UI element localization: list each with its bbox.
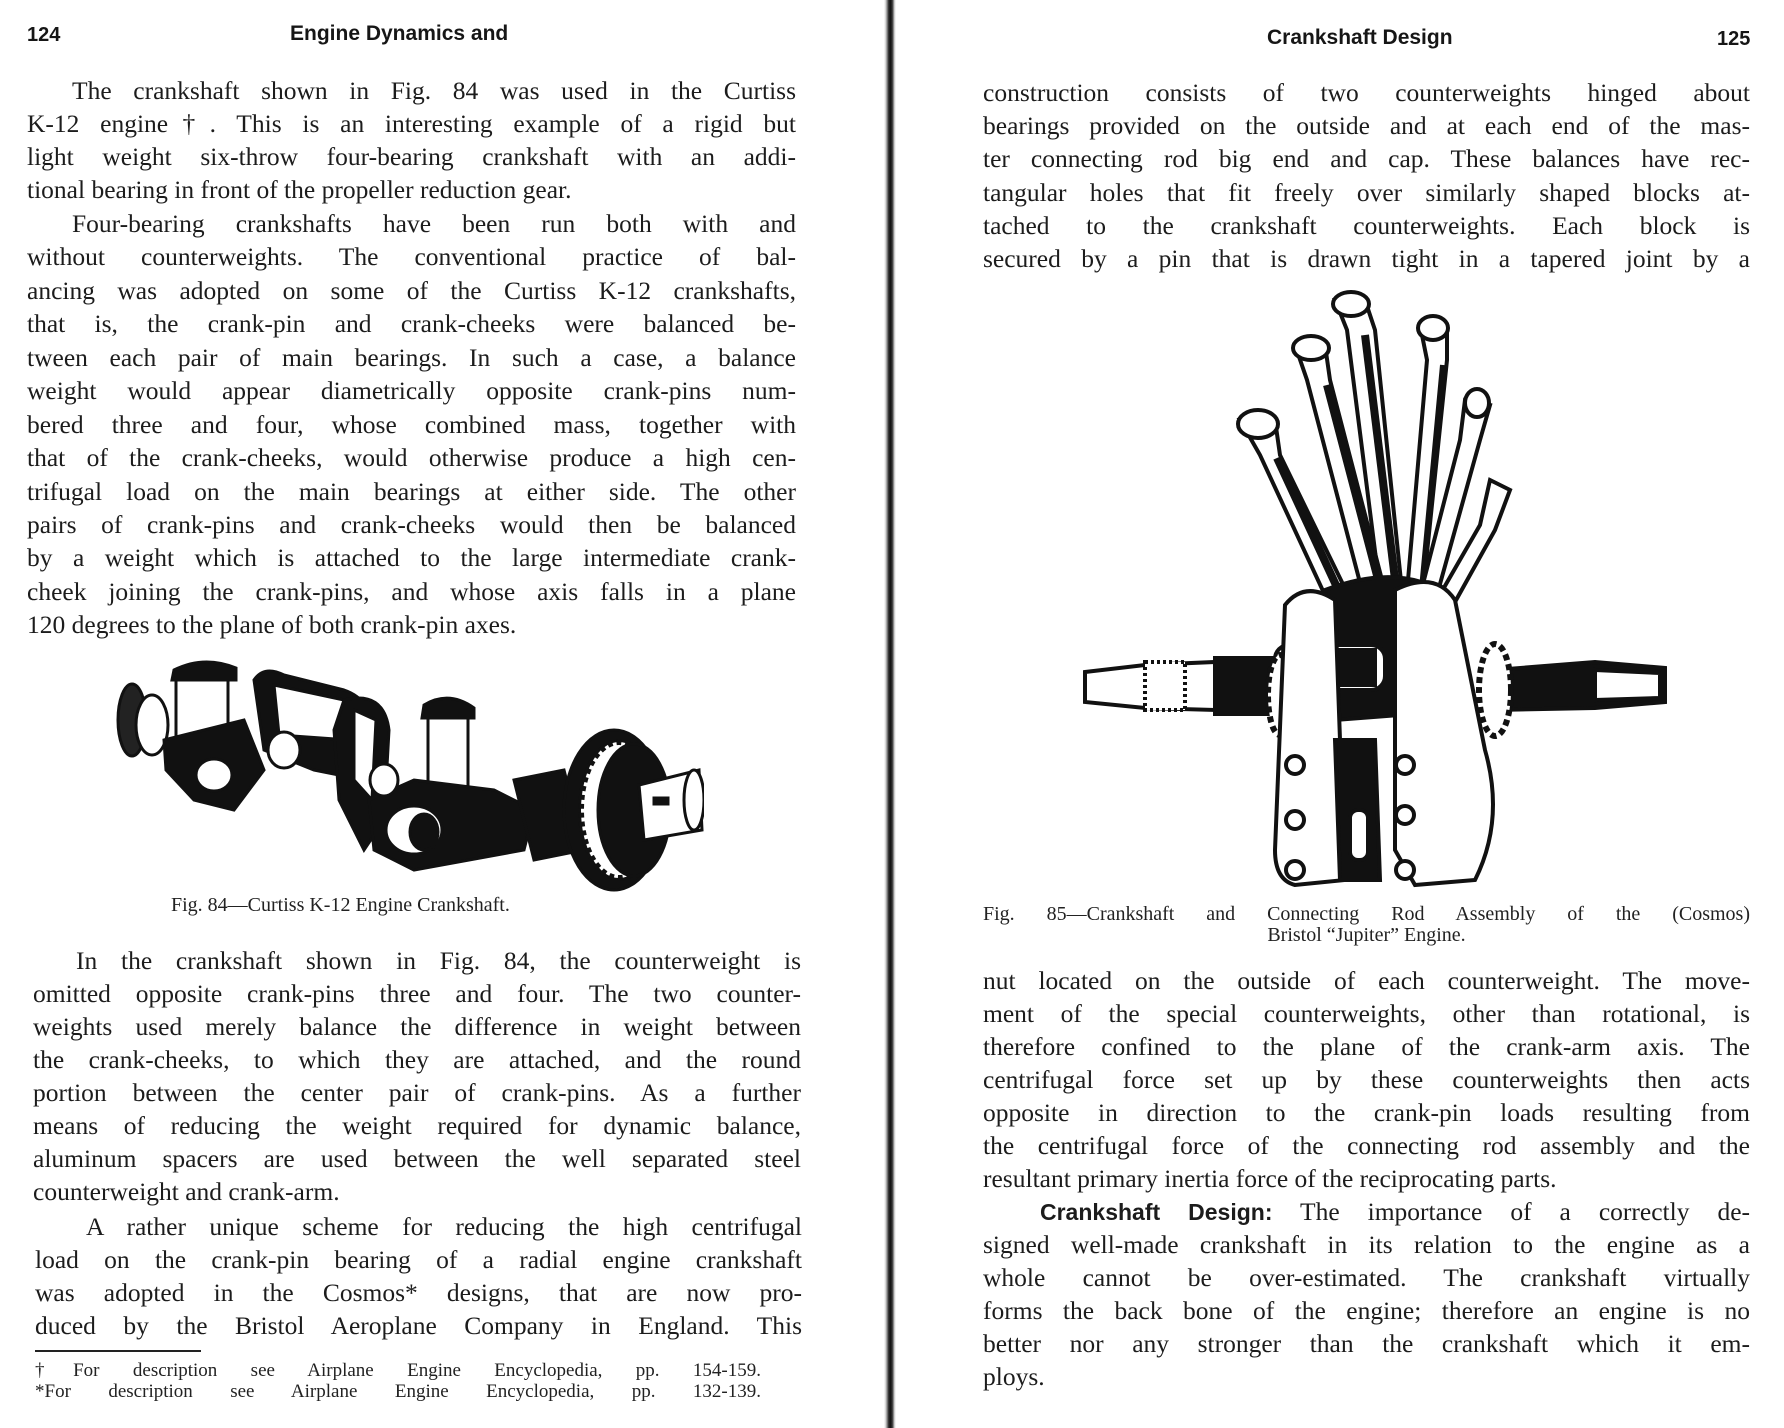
text-line: Four-bearing crankshafts have been run both with and (72, 209, 796, 238)
text-line: therefore confined to the plane of the crank-arm axis. The (983, 1032, 1750, 1061)
section-first-line: The importance of a correctly de- (1300, 1197, 1750, 1226)
footnote: *For description see Airplane Engine Encyclopedia, pp. 132-139. (35, 1381, 761, 1402)
text-line: opposite in direction to the crank-pin loads resulting from (983, 1098, 1750, 1127)
text-line: light weight six-throw four-bearing crankshaft with an addi- (27, 142, 796, 171)
text-line: forms the back bone of the engine; therefore an engine is no (983, 1296, 1750, 1325)
text-line: whole cannot be over-estimated. The crankshaft virtually (983, 1263, 1750, 1292)
footnote: †For description see Airplane Engine Encyclopedia, pp. 154-159. (35, 1360, 761, 1381)
text-line: by a weight which is attached to the large intermediate crank- (27, 543, 796, 572)
book-gutter (884, 0, 896, 1428)
text-line: portion between the center pair of crank-pins. As a further (33, 1078, 801, 1107)
footnote-rule (35, 1350, 201, 1352)
text-line: The crankshaft shown in Fig. 84 was used in the Curtiss (72, 76, 796, 105)
text-line: ploys. (983, 1362, 1045, 1391)
text-line: trifugal load on the main bearings at either side. The other (27, 477, 796, 506)
text-line: aluminum spacers are used between the well separated steel (33, 1144, 801, 1173)
text-line: ter connecting rod big end and cap. These balances have rec- (983, 144, 1750, 173)
text-line: tangular holes that fit freely over similarly shaped blocks at- (983, 178, 1750, 207)
figure-85-image (1075, 290, 1685, 890)
running-head: Engine Dynamics and (290, 22, 509, 45)
text-line: tween each pair of main bearings. In such a case, a balance (27, 343, 796, 372)
figure-84-caption: Fig. 84—Curtiss K-12 Engine Crankshaft. (171, 894, 510, 916)
text-line: In the crankshaft shown in Fig. 84, the counterweight is (76, 946, 801, 975)
text-line: omitted opposite crank-pins three and four. The two counter- (33, 979, 801, 1008)
running-head: Crankshaft Design (1267, 26, 1453, 49)
left-page (0, 0, 880, 1428)
text-line: secured by a pin that is drawn tight in a tapered joint by a (983, 244, 1750, 273)
crankshaft-illustration-icon (114, 650, 704, 892)
text-line: signed well-made crankshaft in its relation to the engine as a (983, 1230, 1750, 1259)
text-line: weight would appear diametrically opposite crank-pins num- (27, 376, 796, 405)
text-line: better nor any stronger than the crankshaft which it em- (983, 1329, 1750, 1358)
text-line: without counterweights. The conventional practice of bal- (27, 242, 796, 271)
text-line: centrifugal force set up by these counterweights then acts (983, 1065, 1750, 1094)
text-line (1040, 1197, 1750, 1227)
text-line: counterweight and crank-arm. (33, 1177, 340, 1206)
text-line: that of the crank-cheeks, would otherwise produce a high cen- (27, 443, 796, 472)
page-number: 124 (27, 24, 61, 46)
text-line: ancing was adopted on some of the Curtiss K-12 crankshafts, (27, 276, 796, 305)
figure-85-caption-line-1: Fig. 85—Crankshaft and Connecting Rod Assembly of the (Cosmos) (983, 903, 1750, 925)
text-line: construction consists of two counterweights hinged about (983, 78, 1750, 107)
text-line: 120 degrees to the plane of both crank-pin axes. (27, 610, 517, 639)
text-line: that is, the crank-pin and crank-cheeks were balanced be- (27, 309, 796, 338)
page-number: 125 (1717, 28, 1751, 50)
text-line: nut located on the outside of each counterweight. The move- (983, 966, 1750, 995)
crankshaft-connecting-rod-assembly-icon (1075, 290, 1685, 890)
text-line: K-12 engine†. This is an interesting example of a rigid but (27, 109, 796, 138)
text-line: weights used merely balance the difference in weight between (33, 1012, 801, 1041)
text-line: resultant primary inertia force of the reciprocating parts. (983, 1164, 1557, 1193)
figure-85-caption-line-2: Bristol “Jupiter” Engine. (1267, 924, 1466, 946)
text-line: cheek joining the crank-pins, and whose axis falls in a plane (27, 577, 796, 606)
text-line: load on the crank-pin bearing of a radial engine crankshaft (35, 1245, 802, 1274)
text-line: the crank-cheeks, to which they are attached, and the round (33, 1045, 801, 1074)
right-page (900, 0, 1784, 1428)
text-line: ment of the special counterweights, other than rotational, is (983, 999, 1750, 1028)
section-heading: Crankshaft Design: (1040, 1199, 1273, 1225)
text-line: the centrifugal force of the connecting rod assembly and the (983, 1131, 1750, 1160)
text-line: was adopted in the Cosmos* designs, that are now pro- (35, 1278, 802, 1307)
text-line: means of reducing the weight required for dynamic balance, (33, 1111, 801, 1140)
text-line: tional bearing in front of the propeller reduction gear. (27, 175, 572, 204)
text-line: A rather unique scheme for reducing the high centrifugal (86, 1212, 802, 1241)
text-line: pairs of crank-pins and crank-cheeks would then be balanced (27, 510, 796, 539)
text-line: bered three and four, whose combined mass, together with (27, 410, 796, 439)
text-line: bearings provided on the outside and at each end of the mas- (983, 111, 1750, 140)
text-line: tached to the crankshaft counterweights. Each block is (983, 211, 1750, 240)
figure-84-image (114, 650, 704, 892)
text-line: duced by the Bristol Aeroplane Company in England. This (35, 1311, 802, 1340)
